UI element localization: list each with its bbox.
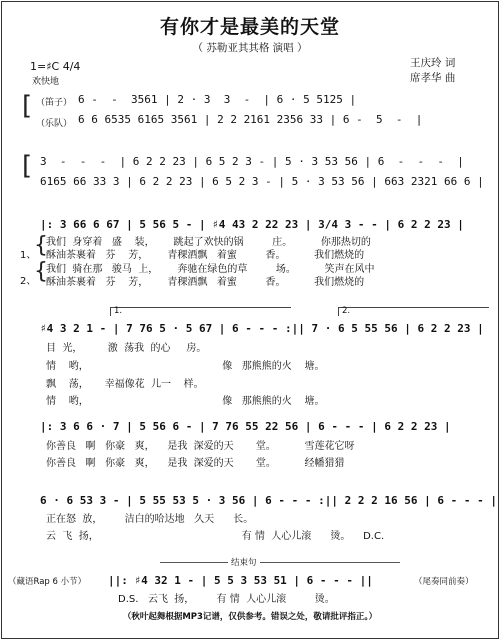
volta-bracket <box>338 307 489 316</box>
system-bracket: [ <box>22 151 33 181</box>
tempo-marking: 欢快地 <box>32 77 60 87</box>
lyric-line: 我们 骑在那 骏马 上， 奔驰在绿色的草 场。 笑声在风中 <box>46 264 375 275</box>
notation-line: |: 3 6 6 · 7 | 5 56 6 - | 7 76 55 22 56 | 6 - - - | 6 2 2 23 | <box>40 420 451 433</box>
lyric-line: 正在怒 放， 洁白的哈达地 久天 长。 <box>46 514 254 525</box>
lyric-line: 情 哟， 像 那熊熊的火 塘。 <box>46 361 325 372</box>
notation-line: 6 - - 3561 | 2 · 3 3 - | 6 · 5 5125 | <box>78 93 357 106</box>
lyric-line: 你善良 啊 你豪 爽， 是我 深爱的天 堂。 雪莲花它呀 <box>46 441 355 452</box>
performer: （ 苏勒亚其其格 演唱 ） <box>192 42 308 54</box>
lyric-line: 你善良 啊 你豪 爽， 是我 深爱的天 堂。 经幡猎猎 <box>46 458 345 469</box>
volta-label: 1. <box>114 306 123 316</box>
key-signature: 1=♯C 4/4 <box>30 60 81 73</box>
instrument-label-band: （乐队） <box>36 119 73 129</box>
verse-brace: { <box>34 259 48 284</box>
footnote: （秋叶起舞根据MP3记谱，仅供参考。错误之处，敬请批评指正。） <box>122 612 378 622</box>
notation-line: 6 6 6535 6165 3561 | 2 2 2161 2356 33 | 6 - 5 - | <box>78 113 423 126</box>
notation-line: 3 - - - | 6 2 2 23 | 6 5 2 3 - | 5 · 3 53 56 | 6 - - - | <box>40 155 464 168</box>
lyric-line: 我们 身穿着 盛 装， 跳起了欢快的锅 庄。 你那热切的 <box>46 237 371 248</box>
notation-line: |: 3 66 6 67 | 5 56 5 - | ♯4 43 2 22 23 | 3/4 3 - - | 6 2 2 23 | <box>40 218 464 231</box>
lyric-line: 酥油茶裹着 芬 芳， 青稞酒飘 着蜜 香。 我们燃烧的 <box>46 277 365 288</box>
instrument-label-flute: （笛子） <box>36 98 73 108</box>
system-bracket: [ <box>22 91 33 121</box>
ending-line <box>160 562 400 563</box>
notation-line: ||: ♯4 32 1 - | 5 5 3 53 51 | 6 - - - || <box>108 574 373 587</box>
lyric-line: 飘 荡， 幸福像花 儿一 样。 <box>46 379 204 390</box>
lyric-line: 云 飞 扬， 有 情 人心儿滚 烫。 D.C. <box>46 531 385 542</box>
rap-note: （藏语Rap 6 小节） <box>8 577 87 587</box>
volta-bracket <box>110 307 291 316</box>
song-title: 有你才是最美的天堂 <box>159 16 340 38</box>
lyric-line: D.S. 云飞 扬， 有 情 人心儿滚 烫。 <box>118 594 335 605</box>
volta-label: 2. <box>342 306 351 316</box>
lyricist: 王庆玲 词 <box>410 57 456 69</box>
notation-line: 6 · 6 53 3 - | 5 55 53 5 · 3 56 | 6 - - - :|| 2 2 2 16 56 | 6 - - - | <box>40 494 497 507</box>
lyric-line: 目 光， 激 荡我 的心 房。 <box>46 343 207 354</box>
ending-label: 结束句 <box>228 556 260 568</box>
lyric-line: 情 哟， 像 那熊熊的火 塘。 <box>46 396 325 407</box>
verse-number: 2、 <box>20 276 37 287</box>
verse-number: 1、 <box>20 250 37 261</box>
notation-line: 6165 66 33 3 | 6 2 2 23 | 6 5 2 3 - | 5 · 3 53 56 | 663 2321 66 6 | <box>40 175 484 188</box>
lyric-line: 酥油茶裹着 芬 芳， 青稞酒飘 着蜜 香。 我们燃烧的 <box>46 250 365 261</box>
outro-note: （尾奏同前奏） <box>414 577 474 587</box>
composer: 席孝华 曲 <box>410 72 456 84</box>
verse-brace: { <box>34 233 48 258</box>
notation-line: ♯4 3 2 1 - | 7 76 5 · 5 67 | 6 - - - :|| 7 · 6 5 55 56 | 6 2 2 23 | <box>40 322 484 335</box>
